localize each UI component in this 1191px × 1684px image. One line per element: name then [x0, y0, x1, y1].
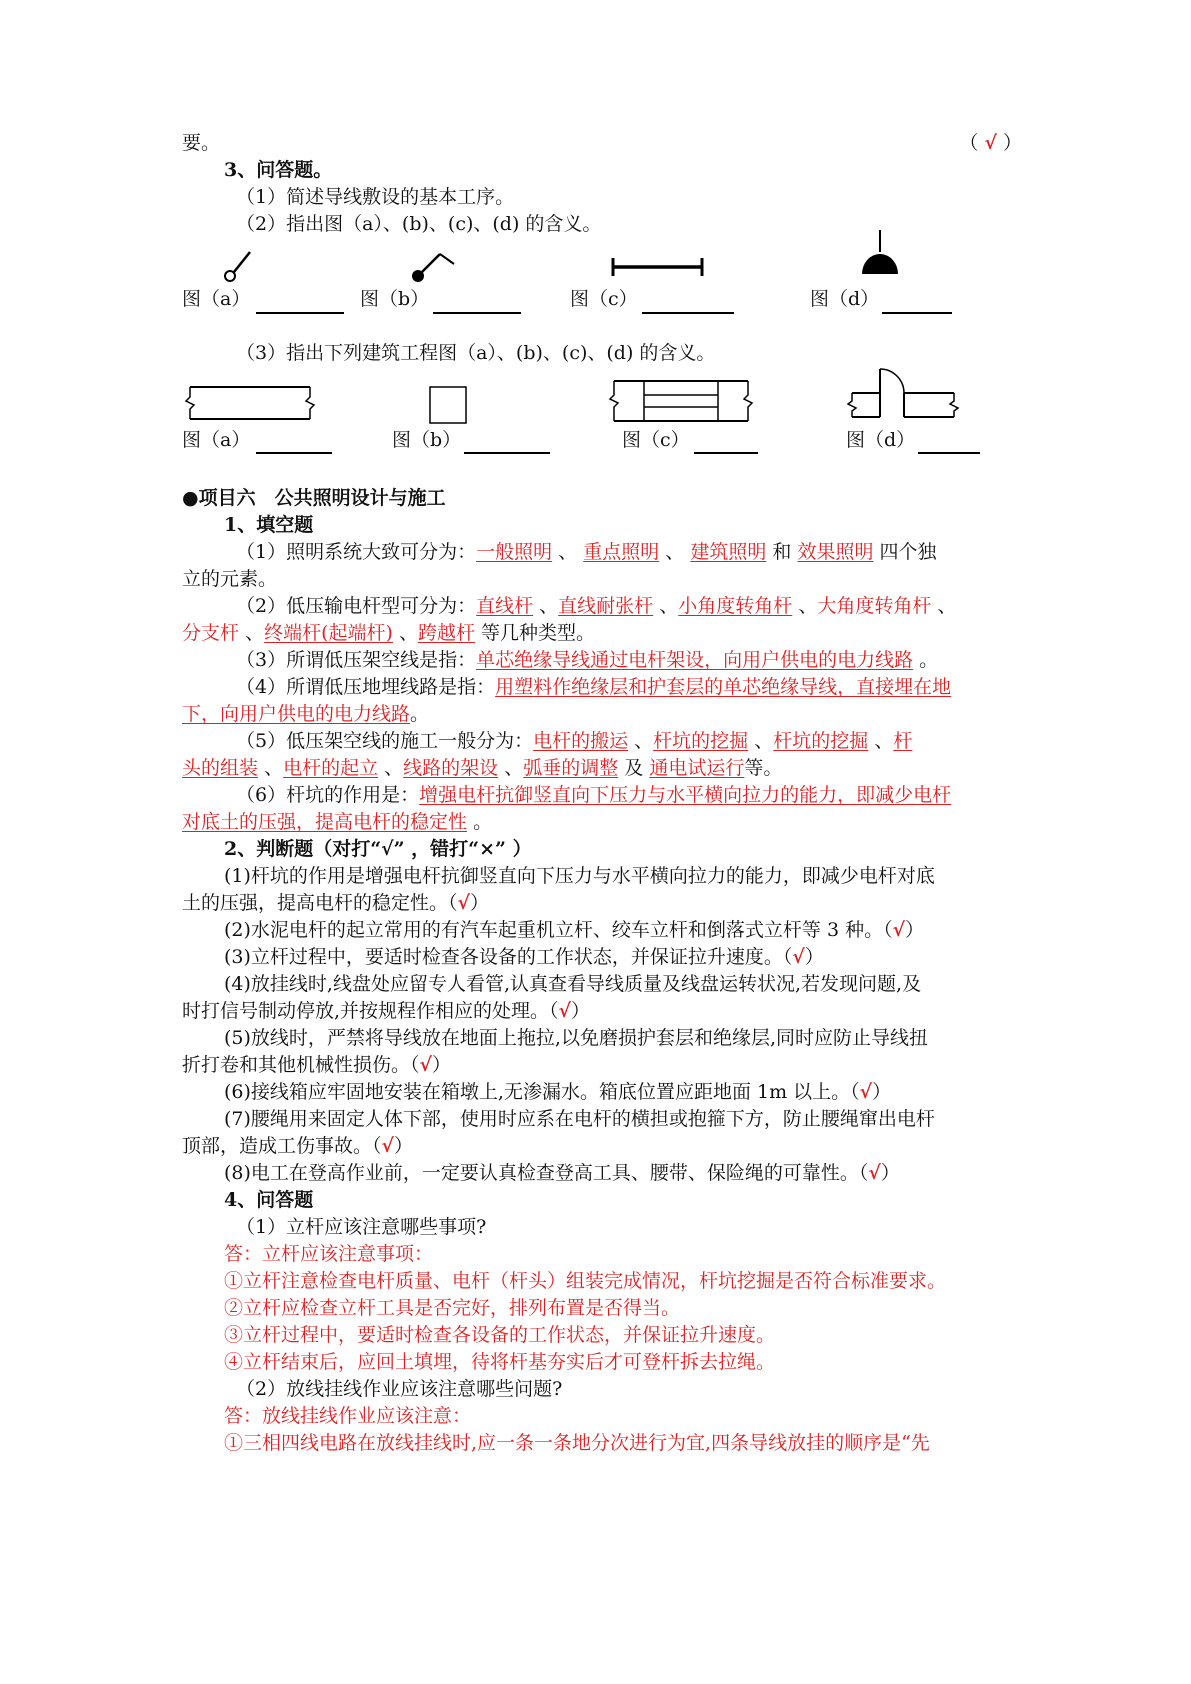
continued-line: [182, 130, 1022, 157]
fig1-b-blank: [433, 311, 521, 314]
fig2-a-label: 图（a）: [182, 429, 251, 451]
fig2-b-blank: [464, 451, 550, 454]
fig2-a-blank: [256, 451, 332, 454]
judge-item-3: (3)立杆过程中，要适时检查各设备的工作状态，并保证拉升速度。（√）: [224, 946, 824, 968]
wall-symbol-a: [182, 381, 318, 425]
lamp-symbol-d: [858, 228, 902, 284]
continued-text: 要。: [182, 132, 221, 154]
fill-q2: （2）低压输电杆型可分为：直线杆 、直线耐张杆 、小角度转角杆 、大角度转角杆 、: [236, 595, 957, 617]
fill-q2-cont: 分支杆 、终端杆(起端杆) 、跨越杆 等几种类型。: [182, 622, 596, 644]
fill-q6: （6）杆坑的作用是：增强电杆抗御竖直向下压力与水平横向拉力的能力，即减少电杆: [236, 784, 952, 806]
judge-heading: 2、判断题（对打“√” ，错打“×” ）: [224, 838, 532, 860]
qa-a1-line-5: ④立杆结束后，应回土填埋，待将杆基夯实后才可登杆拆去拉绳。: [224, 1351, 776, 1373]
judge-item-5-cont: 折打卷和其他机械性损伤。（√）: [182, 1054, 452, 1076]
qa-q2: （2）放线挂线作业应该注意哪些问题?: [236, 1378, 563, 1400]
judge-item-5: (5)放线时，严禁将导线放在地面上拖拉,以免磨损护套层和绝缘层,同时应防止导线扭: [224, 1027, 928, 1049]
check-mark-top: （ √ ）: [959, 132, 1022, 154]
fig2-d-blank: [918, 451, 980, 454]
fill-q1-cont: 立的元素。: [182, 568, 278, 590]
door-symbol-d: [844, 361, 960, 427]
fill-q1: （1）照明系统大致可分为：一般照明 、 重点照明 、 建筑照明 和 效果照明 四个独: [236, 541, 937, 563]
fill-q4-cont: 下，向用户供电的电力线路。: [182, 703, 430, 725]
architecture-figure-row: [182, 381, 1022, 463]
fill-q5-cont: 头的组装 、电杆的起立 、线路的架设 、弧垂的调整 及 通电试运行等。: [182, 757, 783, 779]
judge-item-8: (8)电工在登高作业前，一定要认真检查登高工具、腰带、保险绳的可靠性。（√）: [224, 1162, 900, 1184]
judge-item-7: (7)腰绳用来固定人体下部，使用时应系在电杆的横担或抱箍下方，防止腰绳窜出电杆: [224, 1108, 935, 1130]
switch-symbol-b: [410, 248, 464, 284]
qa-a1-line-2: ①立杆注意检查电杆质量、电杆（杆头）组装完成情况，杆坑挖掘是否符合标准要求。: [224, 1270, 947, 1292]
fig1-a-blank: [256, 311, 344, 314]
fig1-c-label: 图（c）: [570, 288, 638, 310]
sec3-q1: （1）简述导线敷设的基本工序。: [236, 186, 515, 208]
document-page: [182, 130, 1022, 1457]
fig1-c-blank: [642, 311, 734, 314]
qa-a1-line-4: ③立杆过程中，要适时检查各设备的工作状态，并保证拉升速度。: [224, 1324, 776, 1346]
fill-q5: （5）低压架空线的施工一般分为：电杆的搬运 、杆坑的挖掘 、杆坑的挖掘 、杆: [236, 730, 913, 752]
fig1-d-blank: [882, 311, 952, 314]
fig2-c-blank: [694, 451, 758, 454]
fill-q3: （3）所谓低压架空线是指：单芯绝缘导线通过电杆架设，向用户供电的电力线路 。: [236, 649, 939, 671]
fig1-a-label: 图（a）: [182, 288, 251, 310]
fill-heading: 1、填空题: [224, 514, 314, 536]
line-symbol-c: [610, 256, 706, 278]
judge-item-7-cont: 顶部，造成工伤事故。（√）: [182, 1135, 414, 1157]
symbol-figure-row: [182, 238, 1022, 318]
judge-item-1-cont: 土的压强，提高电杆的稳定性。（√）: [182, 892, 490, 914]
fig2-b-label: 图（b）: [392, 429, 462, 451]
sec3-q2: （2）指出图（a）、(b)、(c)、(d) 的含义。: [236, 213, 602, 235]
qa-a1-line-1: 答：立杆应该注意事项：: [224, 1243, 434, 1265]
project6-title: ●项目六 公共照明设计与施工: [182, 487, 446, 509]
column-symbol-b: [428, 385, 468, 425]
sec3-heading: 3、问答题。: [224, 159, 333, 181]
judge-item-6: (6)接线箱应牢固地安装在箱墩上,无渗漏水。箱底位置应距地面 1m 以上。（√）: [224, 1081, 892, 1103]
qa-a2-line-2: ①三相四线电路在放线挂线时,应一条一条地分次进行为宜,四条导线放挂的顺序是“先: [224, 1432, 930, 1454]
fig1-b-label: 图（b）: [360, 288, 430, 310]
fig2-d-label: 图（d）: [846, 429, 916, 451]
fill-q4: （4）所谓低压地埋线路是指：用塑料作绝缘层和护套层的单芯绝缘导线，直接埋在地: [236, 676, 952, 698]
switch-symbol-a: [222, 244, 262, 284]
sec3-q3: （3）指出下列建筑工程图（a）、(b)、(c)、(d) 的含义。: [236, 342, 716, 364]
judge-item-4-cont: 时打信号制动停放,并按规程作相应的处理。（√）: [182, 1000, 591, 1022]
judge-item-1: (1)杆坑的作用是增强电杆抗御竖直向下压力与水平横向拉力的能力，即减少电杆对底: [224, 865, 935, 887]
qa-a1-line-3: ②立杆应检查立杆工具是否完好，排列布置是否得当。: [224, 1297, 681, 1319]
judge-item-4: (4)放挂线时,线盘处应留专人看管,认真查看导线质量及线盘运转状况,若发现问题,及: [224, 973, 922, 995]
qa-a2-line-1: 答：放线挂线作业应该注意：: [224, 1405, 472, 1427]
judge-item-2: (2)水泥电杆的起立常用的有汽车起重机立杆、绞车立杆和倒落式立杆等 3 种。（√）: [224, 919, 925, 941]
fill-q6-cont: 对底土的压强，提高电杆的稳定性 。: [182, 811, 493, 833]
qa-q1: （1）立杆应该注意哪些事项?: [236, 1216, 487, 1238]
qa-heading: 4、问答题: [224, 1189, 314, 1211]
window-symbol-c: [606, 375, 756, 427]
fig2-c-label: 图（c）: [622, 429, 690, 451]
fig1-d-label: 图（d）: [810, 288, 880, 310]
